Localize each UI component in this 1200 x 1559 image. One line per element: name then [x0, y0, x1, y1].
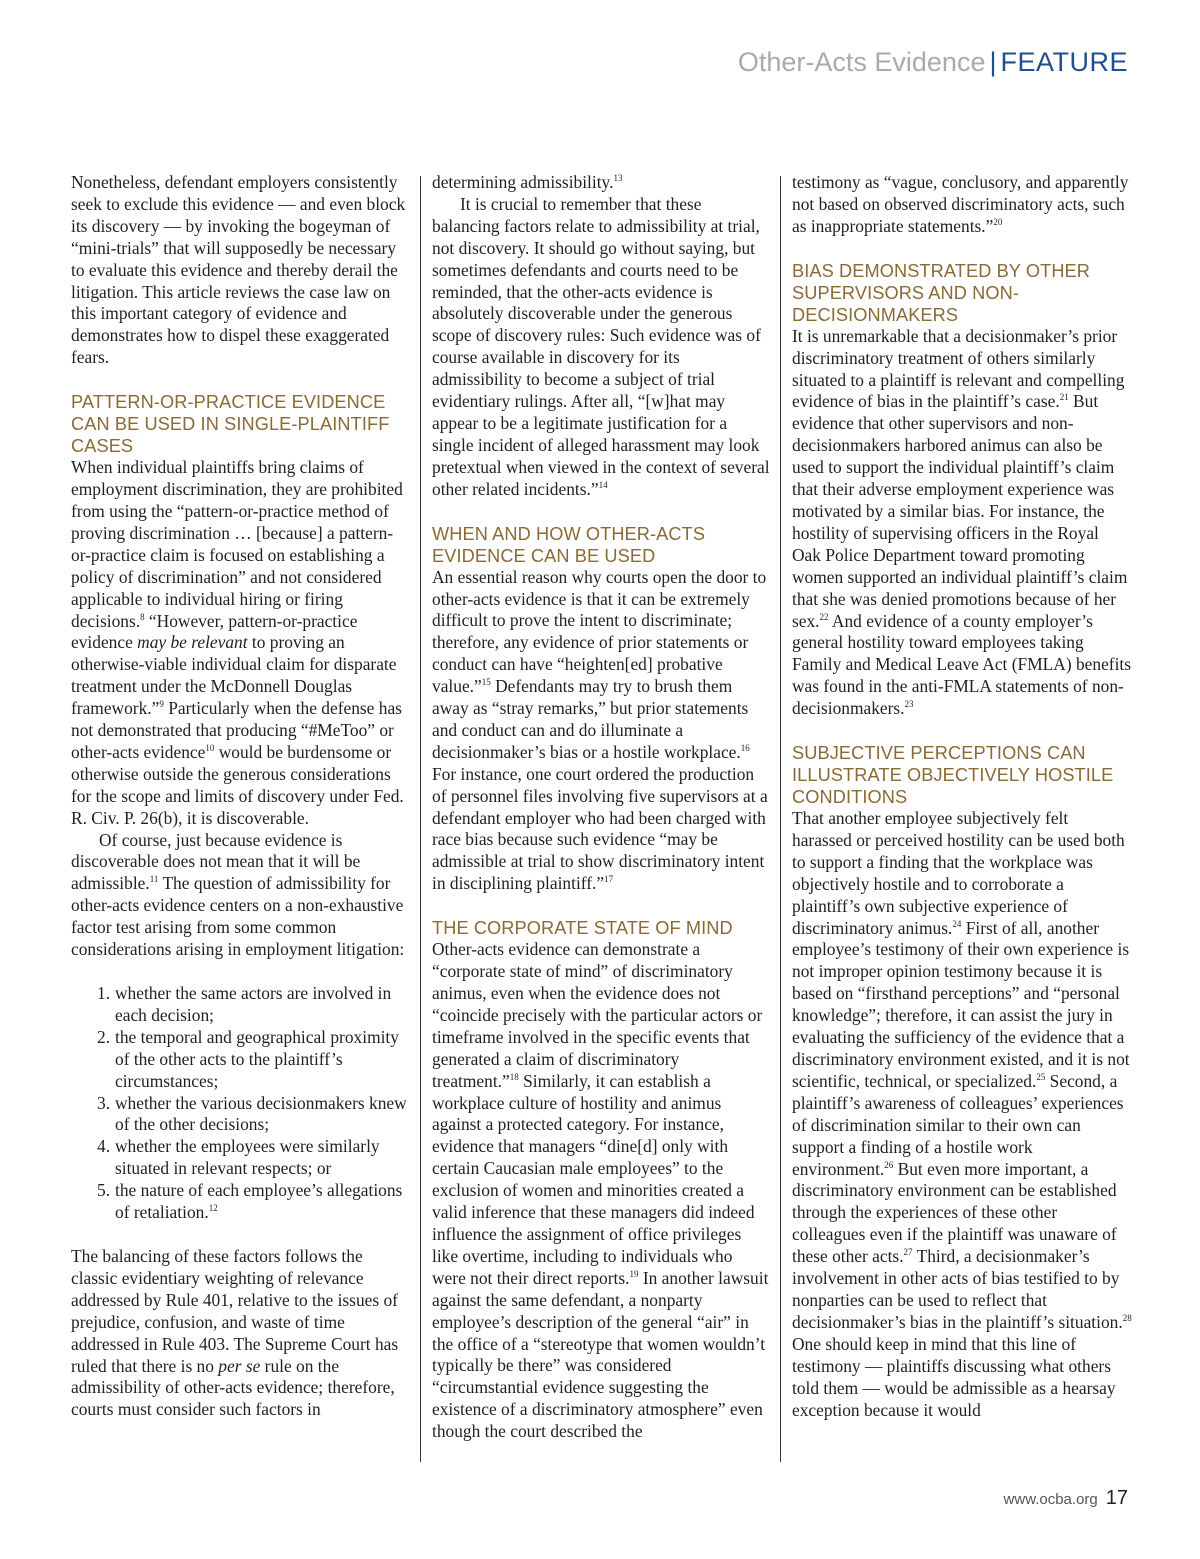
column-1 [71, 172, 411, 1421]
footnote-ref: 10 [205, 743, 215, 754]
col1-paragraph-balancing: The balancing of these factors follows the classic evidentiary weighting of relevance addressed by Rule 401, relative to the issues of prejudice, confusion, and waste of time addressed in Rule 403. The Supreme Court has ruled that there is no per se rule on the admissibility of other-acts evidence; therefore, courts must consider such factors in [71, 1245, 399, 1420]
footnote-ref: 18 [509, 1071, 519, 1082]
header-separator: | [989, 47, 997, 77]
factor-list-item: 5. the nature of each employee’s allegations of retaliation.$^{12}$ [97, 1180, 403, 1223]
col3-heading-subjective-perceptions: SUBJECTIVE PERCEPTIONS CAN ILLUSTRATE OBJECTIVELY HOSTILE CONDITIONS [792, 743, 1114, 808]
footnote-ref: 9 [159, 699, 164, 710]
footer-url: www.ocba.org [1003, 1491, 1098, 1508]
column-2 [432, 172, 770, 1443]
footnote-ref: 26 [884, 1159, 894, 1170]
footnote-ref: 13 [613, 173, 623, 184]
col3-heading-bias-demonstrated: BIAS DEMONSTRATED BY OTHER SUPERVISORS AND NON-DECISIONMAKERS [792, 260, 1091, 325]
col1-heading-pattern-or-practice: PATTERN-OR-PRACTICE EVIDENCE CAN BE USED IN SINGLE-PLAINTIFF CASES [71, 392, 390, 457]
factor-list-item: 3. whether the various decisionmakers knew of the other decisions; [97, 1092, 407, 1135]
footnote-ref: 12 [208, 1203, 218, 1214]
col2-paragraph-when-and-how: An essential reason why courts open the door to other-acts evidence is that it can be extremely difficult to prove the intent to discriminate; therefore, any evidence of prior statements or conduct can have “heighten[ed] probative value.”$^{15}$ Defendants may try to brush them away as “stray remarks,” but prior statements and conduct can and do illuminate a decisionmaker’s bias or a hostile workplace.$^{16}$ For instance, one court ordered the production of personnel files involving five supervisors at a defendant employer who had been charged with race bias because such evidence “may be admissible at trial to show discriminatory intent in disciplining plaintiff.”$^{17}$ [432, 566, 768, 894]
col2-heading-corporate-state-of-mind: THE CORPORATE STATE OF MIND [432, 918, 733, 939]
footnote-ref: 25 [1036, 1072, 1046, 1083]
col3-paragraph-continued: testimony as “vague, conclusory, and apparently not based on observed discriminatory acts, such as inappropriate statements.”$^{20}$ [792, 172, 1129, 236]
footnote-ref: 27 [903, 1247, 913, 1258]
footnote-ref: 21 [1059, 392, 1069, 403]
footnote-ref: 11 [149, 874, 159, 885]
footnote-ref: 24 [952, 918, 962, 929]
footnote-ref: 14 [598, 479, 608, 490]
page-number: 17 [1105, 1487, 1128, 1509]
col3-paragraph-bias: It is unremarkable that a decisionmaker’s prior discriminatory treatment of others similarly situated to a plaintiff is relevant and compelling evidence of bias in the plaintiff’s case.$^{21}$ But evidence that other supervisors and non-decisionmakers harbored animus can also be used to support the individual plaintiff’s claim that their adverse employment experience was motivated by a similar bias. For instance, the hostility of supervising officers in the Royal Oak Police Department toward promoting women supported an individual plaintiff’s claim that she was denied promotions because of her sex.$^{22}$ And evidence of a county employer’s general hostility toward employees taking Family and Medical Leave Act (FMLA) benefits was found in the anti-FMLA statements of non-decisionmakers.$^{23}$ [792, 325, 1132, 719]
column-divider-1 [420, 176, 421, 1462]
col2-paragraph-continued: determining admissibility.$^{13}$ [432, 172, 623, 192]
col2-paragraph-corporate: Other-acts evidence can demonstrate a “corporate state of mind” of discriminatory animus, even when the evidence does not “coincide precisely with the particular actors or timeframe involved in the specific events that generated a claim of discriminatory treatment.”$^{18}$ Similarly, it can establish a workplace culture of hostility and animus against a protected category. For instance, evidence that managers “dine[d] only with certain Caucasian male employees” to the exclusion of women and minorities created a valid inference that these managers did indeed influence the assignment of office privileges like overtime, including to individuals who were not their direct reports.$^{19}$ In another lawsuit against the same defendant, a nonparty employee’s description of the general “air” in the office of a “stereotype that women wouldn’t typically be there” was considered “circumstantial evidence suggesting the existence of a discriminatory atmosphere” even though the court described the [432, 939, 769, 1442]
footnote-ref: 17 [604, 874, 614, 885]
header-topic: Other-Acts Evidence [737, 47, 986, 77]
column-divider-2 [780, 176, 781, 1462]
footnote-ref: 16 [740, 743, 750, 754]
footnote-ref: 15 [481, 677, 491, 688]
running-header [738, 44, 1128, 80]
col1-paragraph-intro: Nonetheless, defendant employers consistently seek to exclude this evidence — and even block its discovery — by invoking the bogeyman of “mini-trials” that will supposedly be necessary to evaluate this evidence and thereby derail the litigation. This article reviews the case law on this important category of evidence and demonstrates how to dispel these exaggerated fears. [71, 172, 406, 368]
footnote-ref: 19 [629, 1268, 639, 1279]
footnote-ref: 22 [819, 611, 829, 622]
factor-list-item: 2. the temporal and geographical proximity of the other acts to the plaintiff’s circumstances; [97, 1026, 399, 1091]
footnote-ref: 28 [1122, 1313, 1132, 1324]
page-footer [1004, 1487, 1128, 1510]
col2-paragraph-balancing-factors: It is crucial to remember that these balancing factors relate to admissibility at trial, not discovery. It should go without saying, but sometimes defendants and courts need to be reminded, that the other-acts evidence is absolutely discoverable under the generous scope of discovery rules: Such evidence was of course available in discovery for its admissibility to become a subject of trial evidentiary rulings. After all, “[w]hat may appear to be a legitimate justification for a single incident of alleged harassment may look pretextual when viewed in the context of several other related incidents.”$^{14}$ [432, 193, 770, 499]
column-3 [792, 172, 1132, 1421]
header-section: FEATURE [1000, 47, 1128, 77]
col1-paragraph-pattern: When individual plaintiffs bring claims of employment discrimination, they are prohibited from using the “pattern-or-practice method of proving discrimination … [because] a pattern-or-practice claim is focused on establishing a policy of discrimination” and not considered applicable to individual hiring or firing decisions.$^8$ “However, pattern-or-practice evidence may be relevant to proving an otherwise-viable individual claim for disparate treatment under the McDonnell Douglas framework.”$^9$ Particularly when the defense has not demonstrated that producing “#MeToo” or other-acts evidence$^{10}$ would be burdensome or otherwise outside the generous considerations for the scope and limits of discovery under Fed. R. Civ. P. 26(b), it is discoverable. [71, 457, 404, 828]
footnote-ref: 20 [993, 217, 1003, 228]
col2-heading-when-and-how: WHEN AND HOW OTHER-ACTS EVIDENCE CAN BE USED [432, 523, 706, 566]
factor-list-item: 1. whether the same actors are involved in each decision; [97, 983, 392, 1025]
col1-paragraph-admissibility: Of course, just because evidence is discoverable does not mean that it will be admissible.$^{11}$ The question of admissibility for other-acts evidence centers on a non-exhaustive factor test arising from some common considerations arising in employment litigation: [71, 829, 405, 960]
footnote-ref: 23 [904, 699, 914, 710]
factor-list [71, 983, 411, 1224]
footnote-ref: 8 [140, 611, 145, 622]
factor-list-item: 4. whether the employees were similarly situated in relevant respects; or [97, 1136, 380, 1179]
col3-paragraph-subjective: That another employee subjectively felt harassed or perceived hostility can be used both to support a finding that the workplace was objectively hostile and to corroborate a plaintiff’s own subjective experience of discriminatory animus.$^{24}$ First of all, another employee’s testimony of their own experience is not improper opinion testimony because it is based on “firsthand perceptions” and “personal knowledge”; therefore, it can assist the jury in evaluating the sufficiency of the evidence that a discriminatory environment existed, and it is not scientific, technical, or specialized.$^{25}$ Second, a plaintiff’s awareness of colleagues’ experiences of discrimination similar to their own can support a finding of a hostile work environment.$^{26}$ But even more important, a discriminatory environment can be established through the experiences of these other colleagues even if the plaintiff was unaware of these other acts.$^{27}$ Third, a decisionmaker’s involvement in other acts of bias testified to by nonparties can be used to reflect that decisionmaker’s bias in the plaintiff’s situation.$^{28}$ One should keep in mind that this line of testimony — plaintiffs discussing what others told them — would be admissible as a hearsay exception because it would [792, 808, 1132, 1420]
